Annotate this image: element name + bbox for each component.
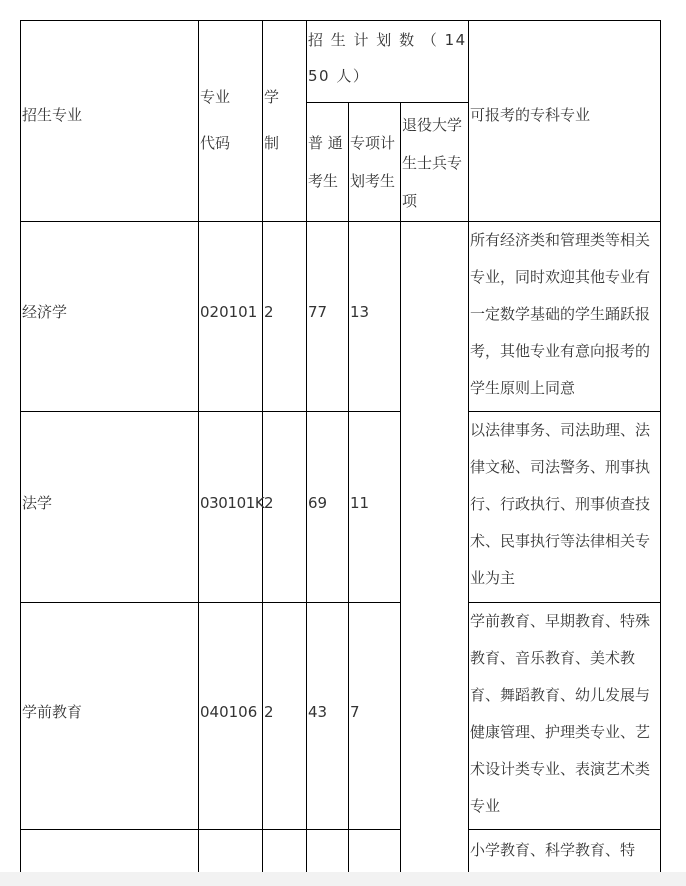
row-3-general: 43 <box>308 703 328 721</box>
row-3-major: 学前教育 <box>22 703 83 721</box>
row-1-special: 13 <box>350 303 370 321</box>
grid-line <box>20 602 401 603</box>
grid-line <box>20 20 21 872</box>
row-2-code: 030101K <box>200 494 265 512</box>
row-1-major: 经济学 <box>22 303 68 321</box>
header-major: 招生专业 <box>22 106 83 124</box>
row-1-eligible: 所有经济类和管理类等相关专业，同时欢迎其他专业有一定数学基础的学生踊跃报考，其他专业有意向报考的学生原则上同意 <box>470 231 651 397</box>
row-3-special: 7 <box>350 703 360 721</box>
row-2-years: 2 <box>264 494 274 512</box>
row-1-years: 2 <box>264 303 274 321</box>
header-code: 专业代码 <box>200 88 231 152</box>
header-plan-veteran: 退役大学生士兵专项 <box>402 116 463 210</box>
row-2-major: 法学 <box>22 494 53 512</box>
row-4-eligible: 小学教育、科学教育、特 <box>470 841 636 859</box>
grid-line <box>306 102 469 103</box>
grid-line <box>400 102 401 872</box>
row-1-general: 77 <box>308 303 328 321</box>
grid-line <box>20 411 401 412</box>
row-1-code: 020101 <box>200 303 258 321</box>
grid-line <box>468 829 661 830</box>
grid-line <box>20 20 661 21</box>
header-plan-general: 普 通考生 <box>308 134 343 190</box>
grid-line <box>198 20 199 872</box>
header-eligible: 可报考的专科专业 <box>470 106 591 124</box>
grid-line <box>20 829 401 830</box>
grid-line <box>348 102 349 872</box>
grid-line <box>306 20 307 872</box>
row-3-code: 040106 <box>200 703 258 721</box>
grid-line <box>262 20 263 872</box>
row-2-general: 69 <box>308 494 328 512</box>
page-bottom-edge <box>0 872 686 886</box>
header-plan-special: 专项计划考生 <box>350 134 396 190</box>
header-years: 学制 <box>264 88 280 152</box>
header-plan: 招 生 计 划 数 （ 1450 人） <box>308 31 467 85</box>
row-2-special: 11 <box>350 494 370 512</box>
row-3-years: 2 <box>264 703 274 721</box>
row-3-eligible: 学前教育、早期教育、特殊教育、音乐教育、美术教育、舞蹈教育、幼儿发展与健康管理、护理类专业、艺术设计类专业、表演艺术类专业 <box>470 612 651 815</box>
row-2-eligible: 以法律事务、司法助理、法律文秘、司法警务、刑事执行、行政执行、刑事侦查技术、民事执行等法律相关专业为主 <box>470 421 651 587</box>
